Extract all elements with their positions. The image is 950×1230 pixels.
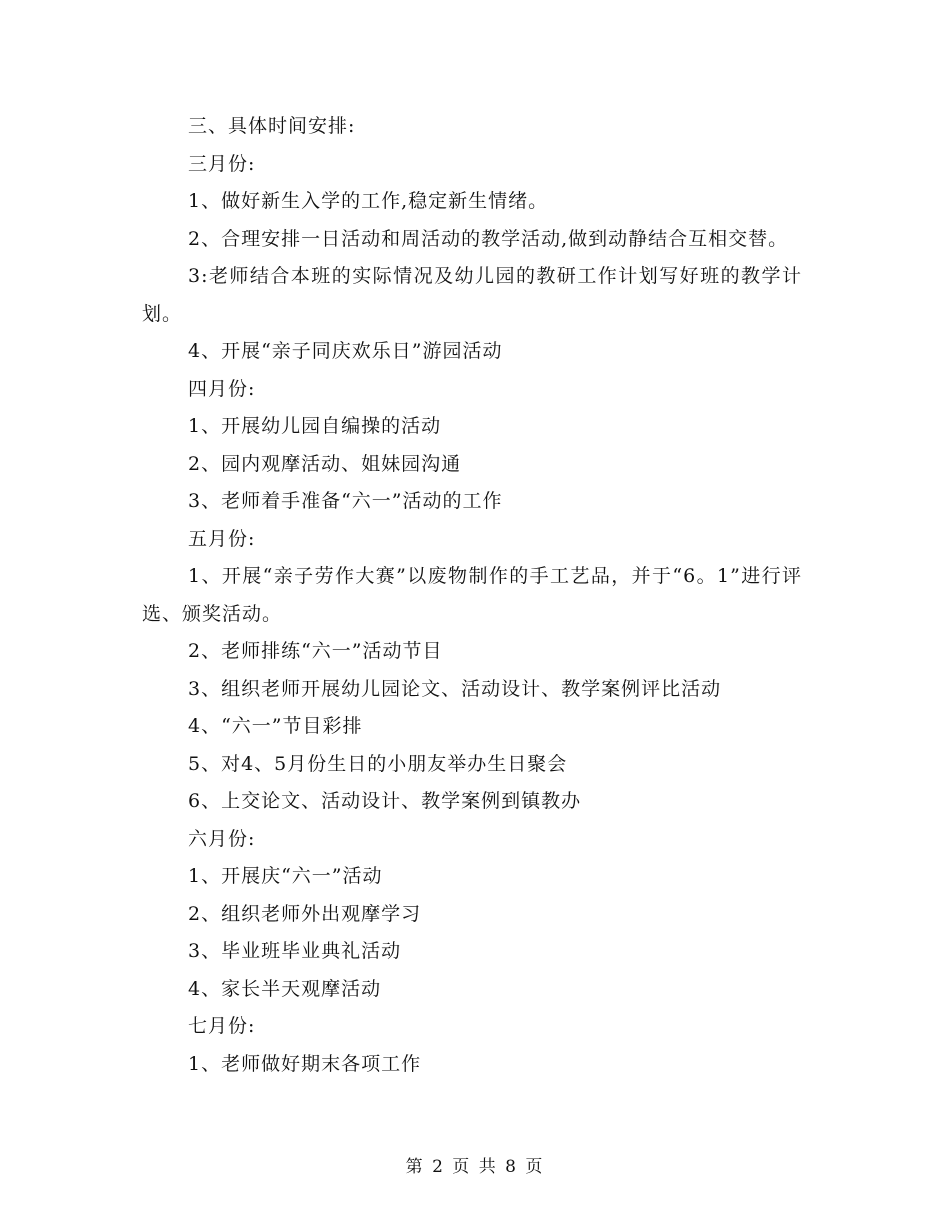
paragraph-line: 五月份: [188,527,256,550]
paragraph-line: 6、上交论文、活动设计、教学案例到镇教办 [188,790,582,812]
paragraph-line: 3、组织老师开展幼儿园论文、活动设计、教学案例评比活动 [188,677,722,700]
paragraph-line: 3:老师结合本班的实际情况及幼儿园的教研工作计划写好班的教学计划。 [142,265,802,325]
paragraph-line: 2、老师排练“六一”活动节目 [188,640,443,662]
paragraph-line: 2、园内观摩活动、姐妹园沟通 [188,452,462,475]
paragraph-line: 4、“六一”节目彩排 [188,715,363,737]
paragraph-line: 三、具体时间安排: [188,115,356,137]
paragraph-line: 1、开展“亲子劳作大赛”以废物制作的手工艺品，并于“6。1”进行评选、颁奖活动。 [142,565,802,625]
paragraph-line: 1、开展庆“六一”活动 [188,865,383,887]
paragraph-line: 七月份: [188,1015,256,1037]
paragraph-line: 3、老师着手准备“六一”活动的工作 [188,490,503,512]
paragraph-line: 3、毕业班毕业典礼活动 [188,940,402,962]
paragraph-line: 5、对4、5月份生日的小朋友举办生日聚会 [188,752,568,775]
paragraph-line: 六月份: [188,827,256,850]
paragraph-line: 2、组织老师外出观摩学习 [188,902,422,925]
document-body [142,108,802,1083]
paragraph-line: 2、合理安排一日活动和周活动的教学活动,做到动静结合互相交替。 [188,227,789,250]
paragraph-line: 三月份: [188,152,256,175]
paragraph-line: 1、开展幼儿园自编操的活动 [188,415,442,437]
paragraph-line: 1、做好新生入学的工作,稳定新生情绪。 [188,190,549,212]
paragraph-line: 1、老师做好期末各项工作 [188,1052,422,1075]
paragraph-line: 4、家长半天观摩活动 [188,977,382,1000]
paragraph-line: 4、开展“亲子同庆欢乐日”游园活动 [188,340,503,362]
paragraph-line: 四月份: [188,377,256,400]
page-footer: 第 2 页 共 8 页 [405,1157,545,1177]
